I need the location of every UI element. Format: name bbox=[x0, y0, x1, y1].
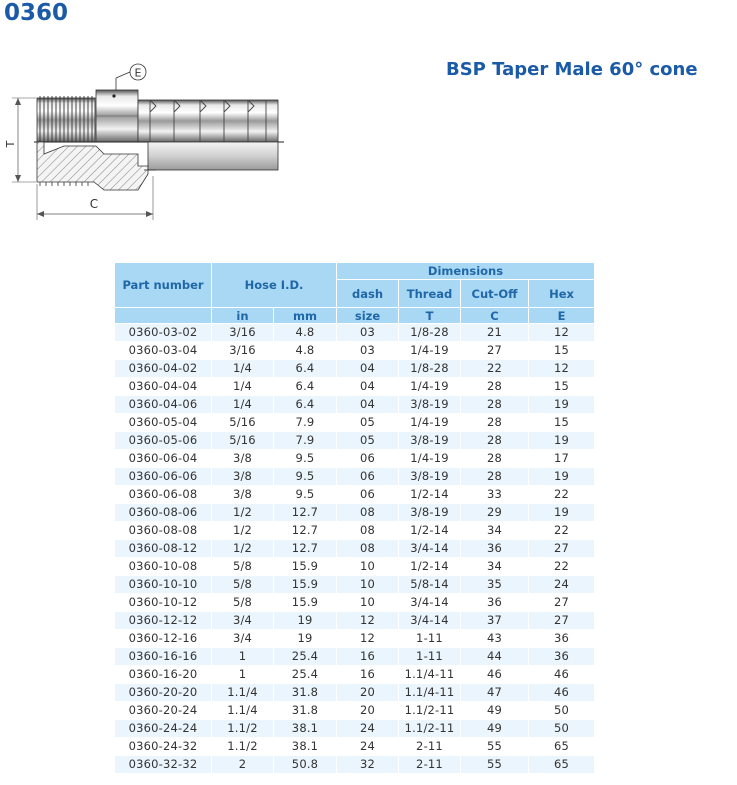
part-number-cell: 0360-24-24 bbox=[115, 720, 212, 738]
thread-cell: 2-11 bbox=[399, 738, 461, 756]
hex-cell: 22 bbox=[529, 486, 595, 504]
hose-mm-cell: 25.4 bbox=[274, 648, 337, 666]
thread-cell: 1/8-28 bbox=[399, 324, 461, 342]
part-number-cell: 0360-16-20 bbox=[115, 666, 212, 684]
thread-upper bbox=[37, 96, 95, 142]
table-row bbox=[115, 504, 595, 522]
label-c: C bbox=[89, 197, 99, 211]
cut-off-cell: 28 bbox=[461, 450, 529, 468]
product-code: 0360 bbox=[4, 0, 69, 26]
part-number-cell: 0360-08-06 bbox=[115, 504, 212, 522]
hex-cell: 22 bbox=[529, 522, 595, 540]
table-body bbox=[115, 324, 595, 774]
hose-mm-cell: 31.8 bbox=[274, 684, 337, 702]
hose-mm-cell: 7.9 bbox=[274, 432, 337, 450]
hose-in-cell: 1 bbox=[212, 648, 274, 666]
hose-in-cell: 3/4 bbox=[212, 630, 274, 648]
thread-cell: 3/4-14 bbox=[399, 612, 461, 630]
table-row bbox=[115, 576, 595, 594]
hose-in-cell: 1 bbox=[212, 666, 274, 684]
table-row bbox=[115, 666, 595, 684]
hose-mm-cell: 50.8 bbox=[274, 756, 337, 774]
thread-cell: 1/4-19 bbox=[399, 450, 461, 468]
hex-cell: 27 bbox=[529, 594, 595, 612]
dimensions-table bbox=[114, 262, 595, 774]
dash-size-cell: 12 bbox=[337, 630, 399, 648]
hex-cell: 46 bbox=[529, 666, 595, 684]
label-t: T bbox=[4, 140, 17, 148]
thread-cell: 1/2-14 bbox=[399, 558, 461, 576]
hose-in-cell: 1.1/4 bbox=[212, 684, 274, 702]
table-row bbox=[115, 396, 595, 414]
table-row bbox=[115, 594, 595, 612]
dash-size-cell: 20 bbox=[337, 684, 399, 702]
table-row bbox=[115, 648, 595, 666]
thread-cell: 3/8-19 bbox=[399, 432, 461, 450]
table-row bbox=[115, 630, 595, 648]
part-number-cell: 0360-10-08 bbox=[115, 558, 212, 576]
dim-t bbox=[4, 98, 36, 182]
hex-cell: 17 bbox=[529, 450, 595, 468]
part-number-cell: 0360-10-10 bbox=[115, 576, 212, 594]
cut-off-cell: 28 bbox=[461, 432, 529, 450]
cut-off-cell: 29 bbox=[461, 504, 529, 522]
hose-mm-cell: 12.7 bbox=[274, 504, 337, 522]
thread-cell: 2-11 bbox=[399, 756, 461, 774]
hose-in-cell: 5/8 bbox=[212, 594, 274, 612]
cut-off-cell: 28 bbox=[461, 378, 529, 396]
dash-size-cell: 04 bbox=[337, 360, 399, 378]
thread-cell: 1-11 bbox=[399, 648, 461, 666]
hose-in-cell: 3/16 bbox=[212, 342, 274, 360]
hose-mm-cell: 15.9 bbox=[274, 594, 337, 612]
thread-cell: 1.1/4-11 bbox=[399, 666, 461, 684]
cut-off-cell: 44 bbox=[461, 648, 529, 666]
hex-cell: 65 bbox=[529, 738, 595, 756]
hose-in-cell: 5/16 bbox=[212, 432, 274, 450]
cut-off-cell: 49 bbox=[461, 720, 529, 738]
thread-cell: 1/4-19 bbox=[399, 342, 461, 360]
thread-cell: 3/8-19 bbox=[399, 468, 461, 486]
hose-in-cell: 5/16 bbox=[212, 414, 274, 432]
header-cut-off: Cut-Off bbox=[461, 280, 529, 308]
hex-cell: 36 bbox=[529, 648, 595, 666]
dash-size-cell: 06 bbox=[337, 450, 399, 468]
part-number-cell: 0360-20-24 bbox=[115, 702, 212, 720]
cut-off-cell: 55 bbox=[461, 738, 529, 756]
part-number-cell: 0360-06-06 bbox=[115, 468, 212, 486]
hose-in-cell: 3/16 bbox=[212, 324, 274, 342]
table-row bbox=[115, 738, 595, 756]
dash-size-cell: 06 bbox=[337, 468, 399, 486]
hex-cell: 50 bbox=[529, 702, 595, 720]
hex-cell: 27 bbox=[529, 612, 595, 630]
thread-cell: 1/4-19 bbox=[399, 414, 461, 432]
header-thread: Thread bbox=[399, 280, 461, 308]
dash-size-cell: 08 bbox=[337, 522, 399, 540]
unit-t: T bbox=[399, 308, 461, 324]
dash-size-cell: 04 bbox=[337, 378, 399, 396]
dash-size-cell: 24 bbox=[337, 720, 399, 738]
dash-size-cell: 04 bbox=[337, 396, 399, 414]
cut-off-cell: 28 bbox=[461, 396, 529, 414]
part-number-cell: 0360-12-12 bbox=[115, 612, 212, 630]
thread-cell: 1.1/4-11 bbox=[399, 684, 461, 702]
dash-size-cell: 16 bbox=[337, 648, 399, 666]
cut-off-cell: 28 bbox=[461, 414, 529, 432]
hose-mm-cell: 6.4 bbox=[274, 378, 337, 396]
hose-in-cell: 3/4 bbox=[212, 612, 274, 630]
cut-off-cell: 37 bbox=[461, 612, 529, 630]
dash-size-cell: 06 bbox=[337, 486, 399, 504]
hose-mm-cell: 19 bbox=[274, 612, 337, 630]
thread-cell: 1/8-28 bbox=[399, 360, 461, 378]
cut-off-cell: 46 bbox=[461, 666, 529, 684]
thread-cell: 1.1/2-11 bbox=[399, 720, 461, 738]
hex-cell: 19 bbox=[529, 504, 595, 522]
table-row bbox=[115, 324, 595, 342]
cut-off-cell: 27 bbox=[461, 342, 529, 360]
hose-mm-cell: 12.7 bbox=[274, 522, 337, 540]
hose-in-cell: 1/4 bbox=[212, 396, 274, 414]
label-e: E bbox=[134, 66, 142, 80]
cut-off-cell: 35 bbox=[461, 576, 529, 594]
part-number-cell: 0360-08-08 bbox=[115, 522, 212, 540]
hex-cell: 65 bbox=[529, 756, 595, 774]
hex-cell: 15 bbox=[529, 342, 595, 360]
part-number-cell: 0360-20-20 bbox=[115, 684, 212, 702]
dash-size-cell: 08 bbox=[337, 504, 399, 522]
hex-cell: 19 bbox=[529, 396, 595, 414]
hose-mm-cell: 31.8 bbox=[274, 702, 337, 720]
cut-off-cell: 43 bbox=[461, 630, 529, 648]
table-row bbox=[115, 522, 595, 540]
cut-off-cell: 34 bbox=[461, 558, 529, 576]
hose-mm-cell: 4.8 bbox=[274, 324, 337, 342]
unit-size: size bbox=[337, 308, 399, 324]
table-row bbox=[115, 486, 595, 504]
hose-in-cell: 1/4 bbox=[212, 378, 274, 396]
dash-size-cell: 10 bbox=[337, 576, 399, 594]
hose-mm-cell: 9.5 bbox=[274, 468, 337, 486]
header-dimensions: Dimensions bbox=[337, 263, 595, 280]
thread-cell: 1/4-19 bbox=[399, 378, 461, 396]
cut-off-cell: 33 bbox=[461, 486, 529, 504]
part-number-cell: 0360-04-02 bbox=[115, 360, 212, 378]
hose-tail-upper bbox=[138, 100, 278, 142]
hex-cell: 50 bbox=[529, 720, 595, 738]
hex-cell: 15 bbox=[529, 378, 595, 396]
thread-cell: 3/8-19 bbox=[399, 504, 461, 522]
thread-cell: 1/2-14 bbox=[399, 522, 461, 540]
thread-cell: 3/4-14 bbox=[399, 594, 461, 612]
fitting-diagram bbox=[4, 58, 304, 223]
part-number-cell: 0360-10-12 bbox=[115, 594, 212, 612]
table-row bbox=[115, 756, 595, 774]
hose-in-cell: 1/2 bbox=[212, 522, 274, 540]
unit-c: C bbox=[461, 308, 529, 324]
dash-size-cell: 10 bbox=[337, 594, 399, 612]
part-number-cell: 0360-06-04 bbox=[115, 450, 212, 468]
hex-cell: 24 bbox=[529, 576, 595, 594]
hose-in-cell: 5/8 bbox=[212, 576, 274, 594]
hose-in-cell: 1/2 bbox=[212, 504, 274, 522]
table-row bbox=[115, 468, 595, 486]
cross-section bbox=[37, 142, 278, 190]
hose-in-cell: 3/8 bbox=[212, 468, 274, 486]
cut-off-cell: 22 bbox=[461, 360, 529, 378]
hex-cell: 36 bbox=[529, 630, 595, 648]
table-row bbox=[115, 378, 595, 396]
hex-cell: 19 bbox=[529, 468, 595, 486]
cut-off-cell: 21 bbox=[461, 324, 529, 342]
hex-cell: 12 bbox=[529, 324, 595, 342]
cut-off-cell: 47 bbox=[461, 684, 529, 702]
hex-cell: 27 bbox=[529, 540, 595, 558]
hose-in-cell: 1.1/4 bbox=[212, 702, 274, 720]
unit-in: in bbox=[212, 308, 274, 324]
table-row bbox=[115, 612, 595, 630]
hex-cell: 22 bbox=[529, 558, 595, 576]
part-number-cell: 0360-03-04 bbox=[115, 342, 212, 360]
table-row bbox=[115, 414, 595, 432]
hex-cell: 19 bbox=[529, 432, 595, 450]
thread-cell: 1/2-14 bbox=[399, 486, 461, 504]
hose-mm-cell: 25.4 bbox=[274, 666, 337, 684]
table-row bbox=[115, 432, 595, 450]
dash-size-cell: 10 bbox=[337, 558, 399, 576]
hose-in-cell: 1.1/2 bbox=[212, 720, 274, 738]
hose-mm-cell: 19 bbox=[274, 630, 337, 648]
table-row bbox=[115, 450, 595, 468]
hose-mm-cell: 7.9 bbox=[274, 414, 337, 432]
part-number-cell: 0360-12-16 bbox=[115, 630, 212, 648]
hose-mm-cell: 38.1 bbox=[274, 720, 337, 738]
hex-cell: 12 bbox=[529, 360, 595, 378]
part-number-cell: 0360-04-06 bbox=[115, 396, 212, 414]
dash-size-cell: 08 bbox=[337, 540, 399, 558]
hose-in-cell: 5/8 bbox=[212, 558, 274, 576]
header-dash: dash bbox=[337, 280, 399, 308]
table-row bbox=[115, 360, 595, 378]
cut-off-cell: 49 bbox=[461, 702, 529, 720]
hex-cell: 46 bbox=[529, 684, 595, 702]
hose-mm-cell: 9.5 bbox=[274, 450, 337, 468]
cut-off-cell: 28 bbox=[461, 468, 529, 486]
thread-cell: 1-11 bbox=[399, 630, 461, 648]
thread-cell: 1.1/2-11 bbox=[399, 702, 461, 720]
header-part-number: Part number bbox=[115, 263, 212, 308]
part-number-cell: 0360-16-16 bbox=[115, 648, 212, 666]
table-row bbox=[115, 558, 595, 576]
thread-cell: 3/4-14 bbox=[399, 540, 461, 558]
hose-in-cell: 3/8 bbox=[212, 450, 274, 468]
part-number-cell: 0360-04-04 bbox=[115, 378, 212, 396]
hex-cell: 15 bbox=[529, 414, 595, 432]
cut-off-cell: 36 bbox=[461, 540, 529, 558]
part-number-cell: 0360-32-32 bbox=[115, 756, 212, 774]
hose-in-cell: 1.1/2 bbox=[212, 738, 274, 756]
table-row bbox=[115, 720, 595, 738]
hose-in-cell: 1/4 bbox=[212, 360, 274, 378]
part-number-cell: 0360-24-32 bbox=[115, 738, 212, 756]
dash-size-cell: 16 bbox=[337, 666, 399, 684]
part-number-cell: 0360-08-12 bbox=[115, 540, 212, 558]
dash-size-cell: 20 bbox=[337, 702, 399, 720]
product-subtitle: BSP Taper Male 60° cone bbox=[446, 59, 698, 80]
hose-mm-cell: 9.5 bbox=[274, 486, 337, 504]
dash-size-cell: 03 bbox=[337, 342, 399, 360]
hex-callout bbox=[116, 64, 146, 90]
part-number-cell: 0360-05-06 bbox=[115, 432, 212, 450]
part-number-cell: 0360-03-02 bbox=[115, 324, 212, 342]
table-row bbox=[115, 702, 595, 720]
cut-off-cell: 36 bbox=[461, 594, 529, 612]
thread-cell: 5/8-14 bbox=[399, 576, 461, 594]
header-hose-id: Hose I.D. bbox=[212, 263, 337, 308]
hose-mm-cell: 6.4 bbox=[274, 396, 337, 414]
hose-in-cell: 2 bbox=[212, 756, 274, 774]
part-number-cell: 0360-06-08 bbox=[115, 486, 212, 504]
dash-size-cell: 12 bbox=[337, 612, 399, 630]
dash-size-cell: 05 bbox=[337, 414, 399, 432]
hose-mm-cell: 6.4 bbox=[274, 360, 337, 378]
hose-in-cell: 1/2 bbox=[212, 540, 274, 558]
dash-size-cell: 32 bbox=[337, 756, 399, 774]
hose-mm-cell: 38.1 bbox=[274, 738, 337, 756]
header-blank bbox=[115, 308, 212, 324]
cut-off-cell: 34 bbox=[461, 522, 529, 540]
hose-mm-cell: 15.9 bbox=[274, 576, 337, 594]
table-row bbox=[115, 342, 595, 360]
part-number-cell: 0360-05-04 bbox=[115, 414, 212, 432]
unit-e: E bbox=[529, 308, 595, 324]
table-row bbox=[115, 540, 595, 558]
dash-size-cell: 24 bbox=[337, 738, 399, 756]
hose-mm-cell: 12.7 bbox=[274, 540, 337, 558]
unit-mm: mm bbox=[274, 308, 337, 324]
dash-size-cell: 03 bbox=[337, 324, 399, 342]
cut-off-cell: 55 bbox=[461, 756, 529, 774]
hose-in-cell: 3/8 bbox=[212, 486, 274, 504]
header-hex: Hex bbox=[529, 280, 595, 308]
thread-cell: 3/8-19 bbox=[399, 396, 461, 414]
table-row bbox=[115, 684, 595, 702]
dash-size-cell: 05 bbox=[337, 432, 399, 450]
hose-mm-cell: 15.9 bbox=[274, 558, 337, 576]
hose-mm-cell: 4.8 bbox=[274, 342, 337, 360]
